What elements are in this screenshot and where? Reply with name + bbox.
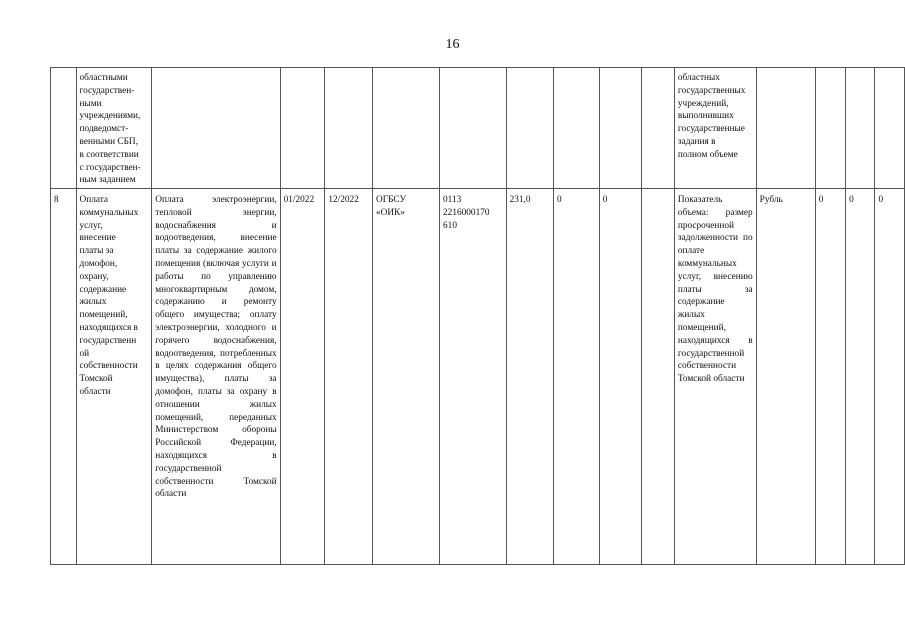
cell-unit: Рубль — [756, 189, 815, 565]
cell-description — [152, 68, 280, 189]
cell-start: 01/2022 — [280, 189, 325, 565]
cell-code: 0113 2216000170 610 — [440, 189, 507, 565]
cell-target-2: 0 — [846, 189, 875, 565]
cell-executor — [373, 68, 440, 189]
cell-name-continued: областными государствен- ными учреждениями, подведомст- венными СБП, в соответствии с государствен- ным заданием — [76, 68, 152, 189]
cell-code — [440, 68, 507, 189]
program-table — [50, 67, 905, 565]
page-number: 16 — [445, 37, 460, 52]
table-row-8 — [51, 189, 905, 565]
cell-end — [325, 68, 373, 189]
cell-indicator-continued: областных государственных учреждений, выполнивших государственные задания в полном объеме — [674, 68, 756, 189]
cell-value-3: 0 — [599, 189, 641, 565]
cell-unit — [756, 68, 815, 189]
table-row-continuation — [51, 68, 905, 189]
cell-indicator: Показатель объема: размер просроченной задолженности по оплате коммунальных услуг, внесению платы за содержание жилых помещений, находящихся в государственной собственности Томской области — [674, 189, 756, 565]
cell-target-1 — [815, 68, 845, 189]
cell-value-2 — [553, 68, 599, 189]
cell-value-2: 0 — [553, 189, 599, 565]
cell-executor: ОГБСУ «ОИК» — [373, 189, 440, 565]
cell-target-3: 0 — [875, 189, 905, 565]
cell-blank — [641, 189, 674, 565]
cell-number — [51, 68, 77, 189]
cell-target-2 — [846, 68, 875, 189]
cell-number: 8 — [51, 189, 77, 565]
cell-description: Оплата электроэнергии, тепловой энергии, водоснабжения и водоотведения, внесение платы за содержание жилого помещения (включая услуги и работы по управлению многоквартирным домом, содержанию и ремонту общего имущества; оплату электроэнергии, холодного и горячего водоснабжения, водоотведения, потребленных в целях содержания общего имущества), платы за домофон, платы за охрану в отношении жилых помещений, переданных Министерством обороны Российской Федерации, находящихся в государственной собственности Томской области — [152, 189, 280, 565]
cell-value-1 — [506, 68, 553, 189]
cell-start — [280, 68, 325, 189]
cell-end: 12/2022 — [325, 189, 373, 565]
cell-value-3 — [599, 68, 641, 189]
cell-target-3 — [875, 68, 905, 189]
cell-target-1: 0 — [815, 189, 845, 565]
cell-blank — [641, 68, 674, 189]
cell-value-1: 231,0 — [506, 189, 553, 565]
cell-name: Оплата коммунальных услуг, внесение платы за домофон, охрану, содержание жилых помещений, находящихся в государственн ой собственности Томской области — [76, 189, 152, 565]
